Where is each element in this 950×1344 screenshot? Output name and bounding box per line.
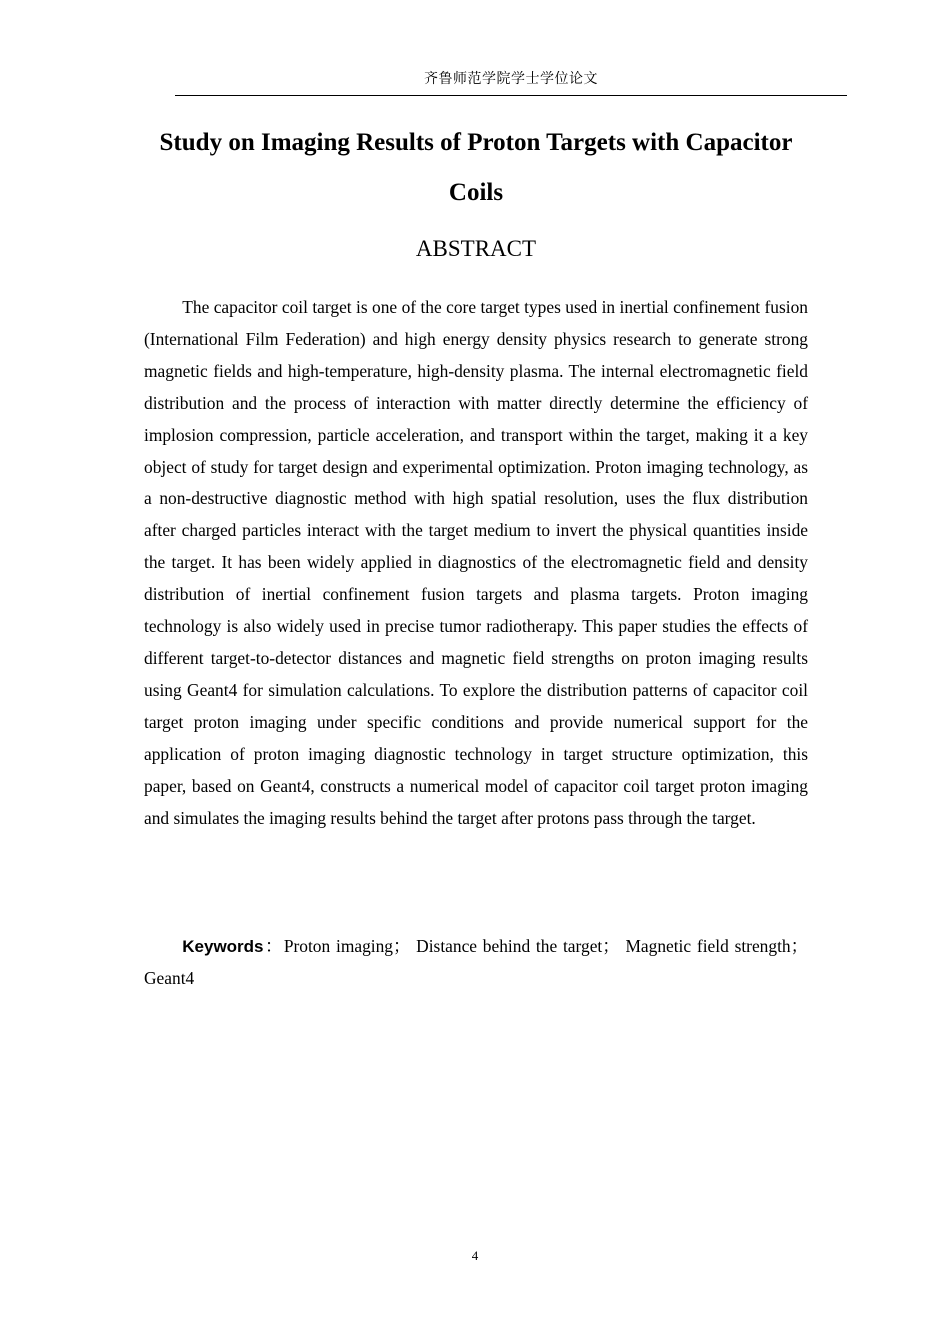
page-number: 4 (471, 1248, 479, 1263)
running-header: 齐鲁师范学院学士学位论文 (424, 72, 598, 87)
header-rule (175, 95, 847, 96)
paper-title: Study on Imaging Results of Proton Targets with Capacitor Coils (159, 129, 793, 206)
abstract-heading: ABSTRACT (415, 236, 537, 261)
keywords-separator: ： (263, 936, 284, 956)
abstract-body: The capacitor coil target is one of the core target types used in inertial confinement fusion (International Film Federation) and high energy density physics research to generate strong magnetic fields and high-temperature, high-density plasma. The internal electromagnetic field distribution and the process of interaction with matter directly determine the efficiency of implosion compression, particle acceleration, and transport within the target, making it a key object of study for target design and experimental optimization. Proton imaging technology, as a non-destructive diagnostic method with high spatial resolution, uses the flux distribution after charged particles interact with the target medium to invert the physical quantities inside the target. It has been widely applied in diagnostics of the electromagnetic field and density distribution of inertial confinement fusion targets and plasma targets. Proton imaging technology is also widely used in precise tumor radiotherapy. This paper studies the effects of different target-to-detector distances and magnetic field strengths on proton imaging results using Geant4 for simulation calculations. To explore the distribution patterns of capacitor coil target proton imaging under specific conditions and provide numerical support for the application of proton imaging diagnostic technology in target structure optimization, this paper, based on Geant4, constructs a numerical model of capacitor coil target proton imaging and simulates the imaging results behind the target after protons pass through the target. (144, 297, 808, 828)
keywords-list: Proton imaging； Distance behind the target； Magnetic field strength；Geant4 (144, 936, 808, 988)
keywords-paragraph (144, 931, 808, 995)
keywords-label: Keywords (182, 937, 264, 956)
